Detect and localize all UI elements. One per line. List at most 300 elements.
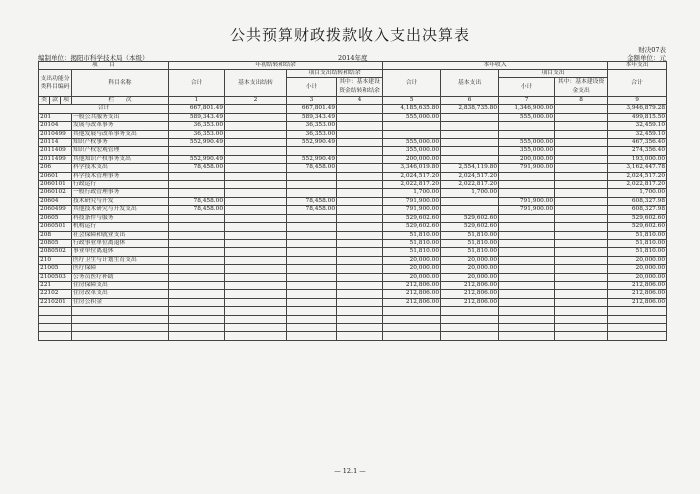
header-item: 项 目 [39, 62, 169, 70]
header-subtotal-a: 小计 [287, 78, 337, 97]
row-value [499, 181, 555, 189]
row-value [441, 323, 499, 331]
table-row [39, 248, 667, 256]
table-row [39, 223, 667, 231]
row-value: 791,900.00 [383, 197, 441, 205]
row-value: 589,343.49 [169, 113, 225, 121]
row-value [608, 332, 667, 340]
row-value [441, 122, 499, 130]
row-value [225, 206, 287, 214]
row-value: 78,458.00 [287, 197, 337, 205]
row-value: 212,806.00 [608, 290, 667, 298]
row-value [555, 214, 608, 222]
row-value [169, 332, 225, 340]
row-value: 212,806.00 [608, 298, 667, 306]
row-value [337, 323, 383, 331]
row-code: 20605 [39, 214, 72, 222]
table-row [39, 290, 667, 298]
row-value: 212,806.00 [441, 290, 499, 298]
row-value [337, 315, 383, 323]
row-value [337, 248, 383, 256]
row-value [337, 155, 383, 163]
total-cell: 4,185,635.80 [383, 105, 441, 113]
row-value [555, 239, 608, 247]
page-title: 公共预算财政拨款收入支出决算表 [229, 26, 470, 44]
row-value: 2,024,517.20 [383, 172, 441, 180]
table-row [39, 164, 667, 172]
col-num: 8 [555, 97, 608, 105]
row-code: 208 [39, 231, 72, 239]
row-code: 2080502 [39, 248, 72, 256]
row-value [499, 122, 555, 130]
amount-unit-label: 金额单位：元 [627, 54, 666, 62]
row-subject-name: 科学技术支出 [72, 164, 169, 172]
table-row [39, 332, 667, 340]
row-value: 20,000.00 [441, 265, 499, 273]
table-row [39, 206, 667, 214]
row-value [337, 139, 383, 147]
row-value [169, 298, 225, 306]
total-cell: 667,801.49 [287, 105, 337, 113]
row-value [555, 181, 608, 189]
row-value: 3,346,019.80 [383, 164, 441, 172]
row-value [169, 290, 225, 298]
table-row [39, 139, 667, 147]
row-value: 36,353.00 [169, 122, 225, 130]
row-value: 529,602.60 [441, 223, 499, 231]
row-value [499, 323, 555, 331]
row-value [499, 214, 555, 222]
row-value [287, 256, 337, 264]
row-value [287, 147, 337, 155]
row-value [441, 315, 499, 323]
row-value [555, 332, 608, 340]
table-row [39, 155, 667, 163]
row-value [225, 239, 287, 247]
row-subject-name: 知识产权事务 [72, 139, 169, 147]
row-code: 201 [39, 113, 72, 121]
header-current-expense: 本年支出 [608, 62, 667, 70]
row-value [499, 239, 555, 247]
row-value [555, 164, 608, 172]
row-value [555, 122, 608, 130]
row-subject-name: 其他知识产权事务支出 [72, 155, 169, 163]
header-kuan: 款 [50, 97, 61, 105]
row-code: 2100503 [39, 273, 72, 281]
row-value: 20,000.00 [608, 256, 667, 264]
row-value: 51,810.00 [383, 239, 441, 247]
row-value: 212,806.00 [441, 298, 499, 306]
row-value: 200,000.00 [383, 155, 441, 163]
row-value [169, 323, 225, 331]
header-capital-balance: 其中：基本建设资金结转和结余 [337, 78, 383, 97]
row-code: 20604 [39, 197, 72, 205]
row-value [555, 281, 608, 289]
table-row [39, 281, 667, 289]
row-value: 499,815.50 [608, 113, 667, 121]
total-cell: 3,946,879.28 [608, 105, 667, 113]
row-value [555, 307, 608, 315]
row-value: 32,459.10 [608, 130, 667, 138]
row-value [337, 223, 383, 231]
row-value [555, 155, 608, 163]
row-value [441, 206, 499, 214]
row-value [555, 256, 608, 264]
row-value [225, 122, 287, 130]
row-value: 78,458.00 [169, 206, 225, 214]
col-num: 3 [287, 97, 337, 105]
row-value: 1,700.00 [608, 189, 667, 197]
row-value: 355,000.00 [499, 147, 555, 155]
row-value: 20,000.00 [608, 265, 667, 273]
header-total-a: 合计 [169, 70, 225, 97]
row-code: 2011499 [39, 155, 72, 163]
row-value [499, 315, 555, 323]
row-value [441, 155, 499, 163]
row-subject-name: 医疗保障 [72, 265, 169, 273]
table-row [39, 214, 667, 222]
row-subject-name: 其他技术研究与开发支出 [72, 206, 169, 214]
row-value [337, 256, 383, 264]
row-value [169, 256, 225, 264]
row-subject-name [72, 307, 169, 315]
row-subject-name: 知识产权宏观管理 [72, 147, 169, 155]
row-value: 200,000.00 [499, 155, 555, 163]
row-value [225, 273, 287, 281]
row-value [225, 139, 287, 147]
row-value: 608,327.98 [608, 197, 667, 205]
row-value: 1,700.00 [383, 189, 441, 197]
row-subject-name: 一般行政管理事务 [72, 189, 169, 197]
row-code: 20601 [39, 172, 72, 180]
col-num: 6 [441, 97, 499, 105]
row-value: 20,000.00 [383, 265, 441, 273]
row-code: 2060501 [39, 223, 72, 231]
row-value [499, 223, 555, 231]
row-value [337, 113, 383, 121]
row-code: 206 [39, 164, 72, 172]
row-value: 2,022,817.20 [608, 181, 667, 189]
row-value [383, 315, 441, 323]
row-value [499, 307, 555, 315]
row-value [287, 323, 337, 331]
row-value [499, 172, 555, 180]
row-value [225, 181, 287, 189]
row-subject-name [72, 323, 169, 331]
row-value [169, 248, 225, 256]
row-value [499, 248, 555, 256]
table-row [39, 307, 667, 315]
row-value: 51,810.00 [383, 231, 441, 239]
row-value [287, 281, 337, 289]
unit-label: 编制单位：揭阳市科学技术局（本级） [38, 54, 149, 62]
row-value: 3,162,447.78 [608, 164, 667, 172]
header-row-1 [39, 62, 667, 70]
row-value [499, 130, 555, 138]
row-subject-name: 社会保障和就业支出 [72, 231, 169, 239]
row-value [287, 265, 337, 273]
row-value: 529,602.60 [383, 214, 441, 222]
row-value [337, 290, 383, 298]
row-value [337, 273, 383, 281]
row-value [225, 315, 287, 323]
row-value: 32,459.10 [608, 122, 667, 130]
row-value [225, 290, 287, 298]
row-value [337, 231, 383, 239]
row-subject-name: 医疗卫生与计划生育支出 [72, 256, 169, 264]
row-code: 2010499 [39, 130, 72, 138]
col-num: 1 [169, 97, 225, 105]
row-value: 20,000.00 [383, 256, 441, 264]
header-total-c: 合计 [608, 70, 667, 97]
row-value [287, 223, 337, 231]
row-code: 2060499 [39, 206, 72, 214]
row-value [225, 281, 287, 289]
row-value [225, 214, 287, 222]
row-value [383, 130, 441, 138]
row-value [287, 315, 337, 323]
header-basic-expense: 基本支出 [441, 70, 499, 97]
row-value: 36,353.00 [287, 122, 337, 130]
header-xiang: 项 [61, 97, 72, 105]
row-value [169, 307, 225, 315]
col-num: 9 [608, 97, 667, 105]
row-value [555, 172, 608, 180]
table-row [39, 273, 667, 281]
row-value [555, 113, 608, 121]
table-row [39, 113, 667, 121]
row-value [499, 273, 555, 281]
row-value [608, 323, 667, 331]
row-value: 529,602.60 [383, 223, 441, 231]
total-row [39, 105, 667, 113]
row-code: 210 [39, 256, 72, 264]
row-value: 791,900.00 [499, 164, 555, 172]
row-value [555, 147, 608, 155]
row-value [169, 172, 225, 180]
header-subtotal-b: 小计 [499, 78, 555, 97]
table-row [39, 256, 667, 264]
total-label: 合计 [39, 105, 169, 113]
row-subject-name: 一般公共服务支出 [72, 113, 169, 121]
row-value [337, 181, 383, 189]
row-value: 467,356.40 [608, 139, 667, 147]
row-subject-name: 住房公积金 [72, 298, 169, 306]
row-value: 51,810.00 [608, 248, 667, 256]
col-num: 7 [499, 97, 555, 105]
row-value: 2,024,517.20 [441, 172, 499, 180]
row-value [555, 189, 608, 197]
row-value: 791,900.00 [499, 197, 555, 205]
row-value [499, 281, 555, 289]
row-value: 51,810.00 [441, 239, 499, 247]
row-value [337, 281, 383, 289]
row-subject-name: 公务员医疗补助 [72, 273, 169, 281]
row-value: 51,810.00 [441, 231, 499, 239]
row-value [555, 139, 608, 147]
row-value [169, 189, 225, 197]
row-value [441, 147, 499, 155]
table-row [39, 265, 667, 273]
row-subject-name [72, 315, 169, 323]
row-value [225, 323, 287, 331]
row-value [225, 172, 287, 180]
total-cell: 1,346,900.00 [499, 105, 555, 113]
header-lan-ci: 栏 次 [72, 97, 169, 105]
row-value [169, 223, 225, 231]
row-value [555, 248, 608, 256]
total-cell: 667,801.49 [169, 105, 225, 113]
row-value [169, 214, 225, 222]
row-value [169, 147, 225, 155]
row-value [337, 298, 383, 306]
row-value: 791,900.00 [499, 206, 555, 214]
row-value [337, 164, 383, 172]
row-value [555, 231, 608, 239]
col-num: 2 [225, 97, 287, 105]
row-value: 555,000.00 [499, 113, 555, 121]
form-number: 财决07表 [638, 46, 666, 54]
row-value [287, 290, 337, 298]
row-value: 274,356.40 [608, 147, 667, 155]
header-project-balance: 项目支出结转和结余 [287, 70, 383, 78]
row-value [225, 164, 287, 172]
row-value: 20,000.00 [383, 273, 441, 281]
row-value: 212,806.00 [383, 281, 441, 289]
row-value: 529,602.60 [608, 214, 667, 222]
row-value: 552,990.49 [169, 155, 225, 163]
row-code: 2060101 [39, 181, 72, 189]
row-value: 78,458.00 [169, 197, 225, 205]
row-code: 2210201 [39, 298, 72, 306]
row-value [287, 231, 337, 239]
row-value [337, 130, 383, 138]
row-value: 589,343.49 [287, 113, 337, 121]
row-subject-name: 住房保障支出 [72, 281, 169, 289]
table-row [39, 122, 667, 130]
row-code [39, 315, 72, 323]
row-code [39, 323, 72, 331]
row-value: 212,806.00 [383, 298, 441, 306]
col-num: 4 [337, 97, 383, 105]
row-value [608, 315, 667, 323]
row-value: 791,900.00 [383, 206, 441, 214]
row-value: 529,602.60 [608, 223, 667, 231]
row-value [499, 332, 555, 340]
row-value: 552,990.49 [287, 155, 337, 163]
row-code [39, 332, 72, 340]
row-value: 212,806.00 [441, 281, 499, 289]
row-value [169, 281, 225, 289]
row-value: 2,022,817.20 [383, 181, 441, 189]
row-value: 193,000.00 [608, 155, 667, 163]
row-value [337, 172, 383, 180]
row-value [608, 307, 667, 315]
table-row [39, 181, 667, 189]
row-value [337, 197, 383, 205]
row-value [225, 231, 287, 239]
row-value: 552,990.49 [169, 139, 225, 147]
row-value [225, 113, 287, 121]
table-row [39, 197, 667, 205]
row-value [441, 332, 499, 340]
row-value: 20,000.00 [608, 273, 667, 281]
row-code [39, 307, 72, 315]
row-value [169, 239, 225, 247]
total-cell [555, 105, 608, 113]
row-subject-name: 科学技术管理事务 [72, 172, 169, 180]
row-value [337, 122, 383, 130]
row-value [555, 265, 608, 273]
row-value: 608,327.98 [608, 206, 667, 214]
row-value [555, 130, 608, 138]
row-code: 20104 [39, 122, 72, 130]
row-value [499, 189, 555, 197]
row-value [441, 113, 499, 121]
row-value [555, 315, 608, 323]
page-number: — 12.1 — [334, 467, 366, 475]
row-value [287, 248, 337, 256]
row-code: 22102 [39, 290, 72, 298]
row-value [337, 214, 383, 222]
table-row [39, 172, 667, 180]
row-subject-name: 科技条件与服务 [72, 214, 169, 222]
header-total-b: 合计 [383, 70, 441, 97]
row-value [441, 139, 499, 147]
row-value: 212,806.00 [383, 290, 441, 298]
row-subject-name: 行政运行 [72, 181, 169, 189]
table-row [39, 231, 667, 239]
row-value [287, 239, 337, 247]
row-code: 2060102 [39, 189, 72, 197]
row-subject-name [72, 332, 169, 340]
row-value: 51,810.00 [441, 248, 499, 256]
table-row [39, 239, 667, 247]
row-value [499, 231, 555, 239]
table-row [39, 189, 667, 197]
row-code: 20114 [39, 139, 72, 147]
row-value: 78,458.00 [287, 206, 337, 214]
row-value [555, 290, 608, 298]
row-value [225, 298, 287, 306]
total-cell: 2,838,735.80 [441, 105, 499, 113]
row-value: 555,000.00 [499, 139, 555, 147]
header-begin-balance: 年初结转和结余 [169, 62, 383, 70]
header-basic-balance: 基本支出结转 [225, 70, 287, 97]
row-value [441, 307, 499, 315]
row-value [225, 189, 287, 197]
row-value [555, 273, 608, 281]
row-value: 36,353.00 [287, 130, 337, 138]
row-value [499, 256, 555, 264]
row-value [337, 147, 383, 155]
table-row [39, 315, 667, 323]
row-subject-name: 事业单位离退休 [72, 248, 169, 256]
row-value [287, 189, 337, 197]
header-subject-name: 科目名称 [72, 70, 169, 97]
row-value: 555,000.00 [383, 113, 441, 121]
row-value [287, 181, 337, 189]
header-current-income: 本年收入 [383, 62, 608, 70]
header-row-index [39, 97, 667, 105]
row-value [499, 290, 555, 298]
row-value [225, 223, 287, 231]
row-value: 51,810.00 [608, 239, 667, 247]
row-value [337, 307, 383, 315]
row-subject-name: 住房改革支出 [72, 290, 169, 298]
row-value [169, 315, 225, 323]
row-value: 529,602.60 [441, 214, 499, 222]
